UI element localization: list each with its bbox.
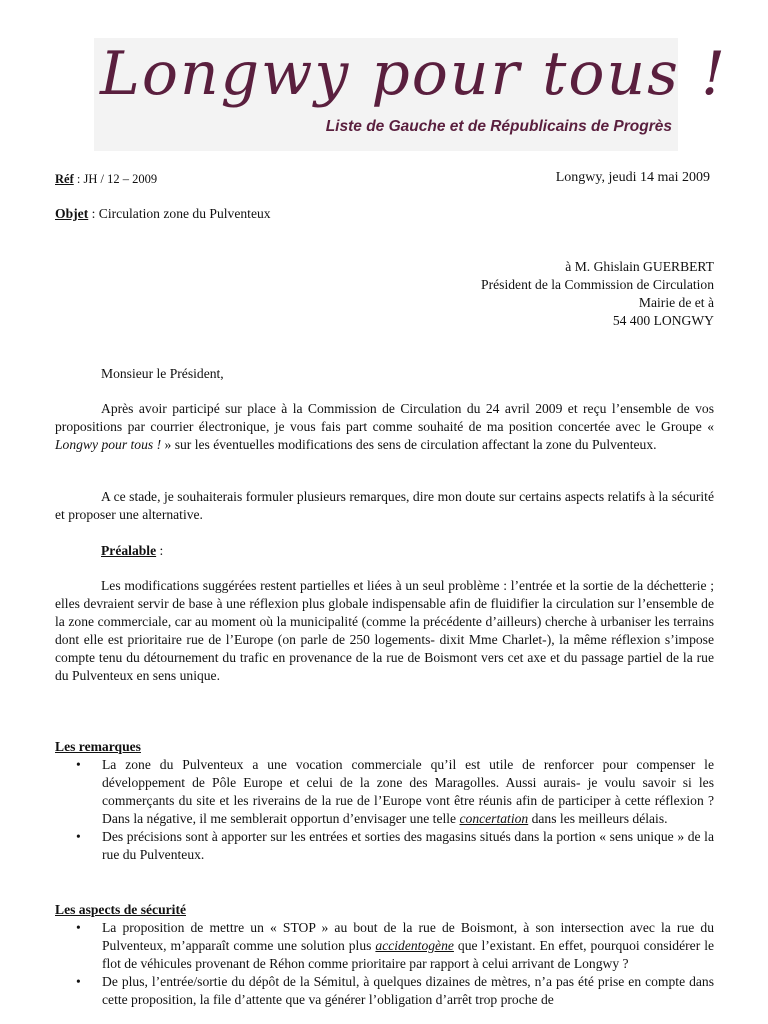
list-item-text: La zone du Pulventeux a une vocation commerciale qu’il est utile de renforcer pour compenser le développement de Pôle Europe et celui de la zone des Maragolles. Aussi aurais- je voulu savoir si les commerçants du site et les riverains de la rue de l’Europe vont être réunis afin de participer à cette réflexion ? Dans la négative, il me semblerait opportun d’envisager une telle xyxy=(102,757,714,826)
bullet: • xyxy=(76,920,81,935)
paragraph-remarks-intro xyxy=(55,488,714,524)
paragraph-text: Après avoir participé sur place à la Commission de Circulation du 24 avril 2009 et reçu l’ensemble de vos propositions par courrier électronique, je vous fais part comme souhaité de ma position concertée avec le Groupe « xyxy=(55,401,714,434)
list-item xyxy=(55,828,714,864)
section-heading-securite: Les aspects de sécurité xyxy=(55,902,186,917)
paragraph-prealable xyxy=(55,577,714,685)
letterhead-subtitle: Liste de Gauche et de Républicains de Progrès xyxy=(325,118,672,135)
letterhead-title: Longwy pour tous ! xyxy=(100,39,728,109)
section-heading-remarques: Les remarques xyxy=(55,739,141,754)
prealable-suffix: : xyxy=(156,543,164,558)
reference-line xyxy=(55,170,157,188)
list-item-text: dans les meilleurs délais. xyxy=(528,811,668,826)
recipient-line: 54 400 LONGWY xyxy=(612,313,714,328)
recipient-address xyxy=(481,258,714,330)
emphasis-text: accidentogène xyxy=(375,938,454,953)
paragraph-intro xyxy=(55,400,714,454)
list-item xyxy=(55,919,714,973)
list-item xyxy=(55,973,714,1009)
recipient-line: à M. Ghislain GUERBERT xyxy=(565,259,714,274)
remarques-list xyxy=(55,756,714,864)
group-name: Longwy pour tous ! xyxy=(55,437,162,452)
subject-value: : Circulation zone du Pulventeux xyxy=(88,206,271,221)
list-item-text: De plus, l’entrée/sortie du dépôt de la Sémitul, à quelques dizaines de mètres, n’a pas été prise en compte dans cette proposition, la file d’attente que va générer l’obligation d’arrêt trop proche de xyxy=(102,974,714,1007)
prealable-heading xyxy=(101,542,163,560)
list-item xyxy=(55,756,714,828)
list-item-text: que l’existant. En effet, pourquoi considérer le flot de véhicules provenant de Réhon comme prioritaire par rapport à celui arrivant de Longwy ? xyxy=(102,938,715,971)
list-item-text: La proposition de mettre un « STOP » au bout de la rue de Boismont, à son intersection avec la rue du Pulventeux, m’apparaît comme une solution plus xyxy=(102,920,714,953)
letterhead-banner xyxy=(94,38,728,151)
bullet: • xyxy=(76,829,81,844)
emphasis-text: concertation xyxy=(459,811,529,826)
subject-line xyxy=(55,205,271,223)
salutation: Monsieur le Président, xyxy=(101,366,224,381)
paragraph-text: » sur les éventuelles modifications des sens de circulation affectant la zone du Pulventeux. xyxy=(161,437,657,452)
subject-label: Objet xyxy=(55,206,89,221)
securite-list xyxy=(55,919,714,1009)
letter-date: Longwy, jeudi 14 mai 2009 xyxy=(555,170,710,185)
bullet: • xyxy=(76,757,81,772)
recipient-line: Mairie de et à xyxy=(638,295,714,310)
paragraph-text: A ce stade, je souhaiterais formuler plusieurs remarques, dire mon doute sur certains aspects relatifs à la sécurité et proposer une alternative. xyxy=(55,489,714,522)
prealable-label: Préalable xyxy=(101,543,157,558)
reference-value: : JH / 12 – 2009 xyxy=(73,172,158,186)
list-item-text: Des précisions sont à apporter sur les entrées et sorties des magasins situés dans la portion « sens unique » de la rue du Pulventeux. xyxy=(102,829,714,862)
bullet: • xyxy=(76,974,81,989)
reference-label: Réf xyxy=(55,172,74,186)
recipient-line: Président de la Commission de Circulation xyxy=(481,277,714,292)
paragraph-text: Les modifications suggérées restent partielles et liées à un seul problème : l’entrée et la sortie de la déchetterie ; elles devraient servir de base à une réflexion plus globale indispensable afin de fluidifier la circulation sur l’ensemble de la zone commerciale, car au moment où la municipalité (comme la précédente d’ailleurs) cherche à urbaniser les terrains dont elle est prioritaire rue de l’Europe (on parle de 250 logements- dixit Mme Charlet-), la même réflexion s’impose compte tenu du détournement du trafic en provenance de la rue de Boismont vers cet axe et du passage partiel de la rue du Pulventeux en sens unique. xyxy=(55,578,714,683)
